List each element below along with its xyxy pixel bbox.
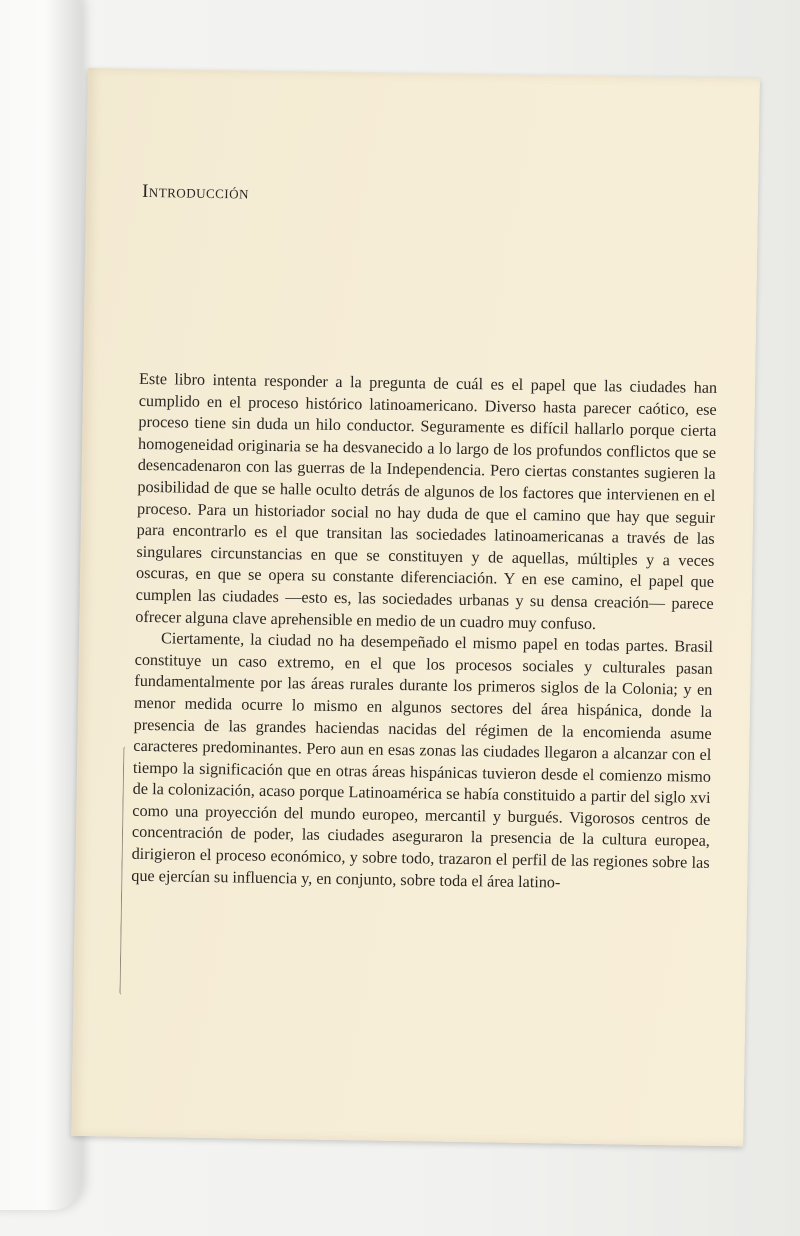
- paragraph-2: Ciertamente, la ciudad no ha desempeñado el mismo papel en todas partes. Brasil constituye un caso extremo, en el que los procesos sociales y culturales pasan fundamentalmente por las áreas rurales durante los primeros siglos de la Colonia; y en menor medida ocurre lo mismo en algunos sectores del área hispánica, donde la presencia de las grandes haciendas nacidas del régimen de la encomienda asume caracteres predominantes. Pero aun en esas zonas las ciudades llegaron a alcanzar con el tiempo la significación que en otras áreas hispánicas tuvieron desde el comienzo mismo de la colonización, acaso porque Latinoamérica se había constituido a partir del siglo xvi como una proyección del mundo europeo, mercantil y burgués. Vigorosos centros de concentración de poder, las ciudades aseguraron la presencia de la cultura europea, dirigieron el proceso económico, y sobre todo, trazaron el perfil de las regiones sobre las que ejercían su influencia y, en conjunto, sobre toda el área latino-: [131, 629, 714, 892]
- page-content: [131, 180, 720, 892]
- paragraph-1: Este libro intenta responder a la pregunta de cuál es el papel que las ciudades han cumplido en el proceso histórico latinoamericano. Diverso hasta parecer caótico, ese proceso tiene sin duda un hilo conductor. Seguramente es difícil hallarlo porque cierta homogeneidad originaria se ha desvanecido a lo largo de los profundos conflictos que se desencadenaron con las guerras de la Independencia. Pero ciertas constantes sugieren la posibilidad de que se halle oculto detrás de algunos de los factores que intervienen en el proceso. Para un historiador social no hay duda de que el camino que hay que seguir para encontrarlo es el que transitan las sociedades latinoamericanas a través de las singulares circunstancias en que se constituyen y de aquellas, múltiples y a veces oscuras, en que se opera su constante diferenciación. Y en ese camino, el papel que cumplen las ciudades —esto es, las sociedades urbanas y su densa creación— parece ofrecer alguna clave aprehensible en medio de un cuadro muy confuso.: [135, 369, 718, 633]
- book-page: [71, 68, 760, 1146]
- body-text: [131, 369, 717, 896]
- left-page-edge: [0, 0, 82, 1210]
- chapter-title: Introducción: [141, 180, 250, 204]
- pencil-margin-mark: [119, 747, 128, 995]
